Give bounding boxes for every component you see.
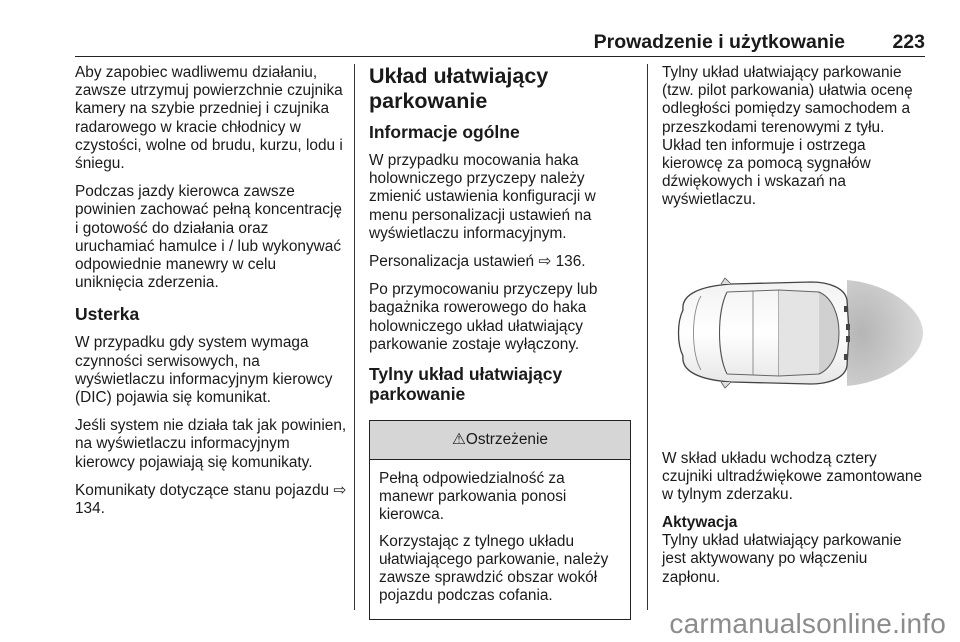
- paragraph: Aby zapobiec wadliwemu działaniu, zawsze utrzymuj powierzchnie czujnika kamery na szybie przedniej i czujnika radarowego w kracie chłodnicy w czystości, wolne od brudu, kurzu, lodu i śniegu.: [75, 64, 343, 173]
- warning-paragraph: Korzystając z tylnego układu ułatwiającego parkowanie, należy zawsze sprawdzić obszar wokół pojazdu podczas cofania.: [379, 532, 609, 605]
- heading-general: Informacje ogólne: [369, 122, 520, 142]
- parking-sensor-illustration: [661, 232, 925, 434]
- chapter-title: Układ ułatwiający parkowanie: [369, 64, 549, 113]
- page-header: [75, 28, 925, 57]
- car-top-view-icon: [661, 232, 925, 434]
- sensor-detection-zone: [847, 280, 923, 386]
- heading-fault: Usterka: [75, 304, 140, 325]
- section-title: Prowadzenie i użytkowanie: [593, 31, 845, 53]
- paragraph: Tylny układ ułatwiający parkowanie jest aktywowany po włączeniu zapłonu.: [662, 532, 902, 586]
- warning-paragraph: Pełną odpowiedzialność za manewr parkowania ponosi kierowca.: [379, 470, 567, 524]
- paragraph: Po przymocowaniu przyczepy lub bagażnika rowerowego do haka holowniczego układ ułatwiający parkowanie zostaje wyłączony.: [369, 281, 598, 353]
- paragraph: W przypadku mocowania haka holowniczego przyczepy należy zmienić ustawienia konfiguracji w menu personalizacji ustawień na wyświetlaczu informacyjnym.: [369, 152, 596, 242]
- paragraph-text: Personalizacja ustawień: [369, 253, 535, 271]
- warning-box: [369, 420, 631, 620]
- paragraph: Podczas jazdy kierowca zawsze powinien zachować pełną koncentrację i gotowość do działania oraz uruchamiać hamulce i / lub wykonywać odpowiednie manewry w celu uniknięcia zderzenia.: [75, 183, 342, 292]
- paragraph: [369, 253, 633, 271]
- paragraph: Jeśli system nie działa tak jak powinien, na wyświetlaczu informacyjnym kierowcy pojawiają się komunikaty.: [75, 417, 347, 471]
- column-left: [75, 64, 347, 528]
- column-divider: [647, 64, 648, 610]
- heading-activation: Aktywacja: [662, 514, 738, 532]
- sensor-icon: [846, 324, 850, 330]
- paragraph: W przypadku gdy system wymaga czynności serwisowych, na wyświetlaczu informacyjnym kierowcy (DIC) pojawia się komunikat.: [75, 334, 333, 407]
- sensor-icon: [844, 306, 848, 312]
- sensor-icon: [844, 354, 848, 360]
- paragraph: [75, 482, 347, 518]
- column-middle: [369, 64, 633, 620]
- paragraph: W skład układu wchodzą cztery czujniki ultradźwiękowe zamontowane w tylnym zderzaku.: [662, 449, 923, 504]
- site-watermark: carmanualsonline.info: [669, 608, 946, 639]
- page-reference-link[interactable]: 134.: [75, 500, 105, 518]
- warning-title: Ostrzeżenie: [465, 430, 548, 448]
- page-reference-arrow-icon: ⇨: [538, 253, 552, 271]
- heading-rear-parking: Tylny układ ułatwiający parkowanie: [369, 364, 563, 405]
- page-reference-arrow-icon: ⇨: [333, 481, 347, 499]
- warning-icon: ⚠: [452, 430, 466, 448]
- column-right: [662, 64, 927, 597]
- page-number: 223: [892, 31, 925, 53]
- column-divider: [354, 64, 355, 610]
- warning-header: [370, 421, 630, 460]
- page-reference-link[interactable]: 136.: [555, 253, 586, 271]
- paragraph: Tylny układ ułatwiający parkowanie (tzw. pilot parkowania) ułatwia ocenę odległości pomiędzy samochodem a przeszkodami terenowymi z tyłu. Układ ten informuje i ostrzega kierowcę za pomocą sygnałów dźwiękowych i wskazań na wyświetlaczu.: [662, 64, 913, 209]
- sensor-icon: [846, 336, 850, 342]
- warning-body: [370, 460, 630, 619]
- paragraph-text: Komunikaty dotyczące stanu pojazdu: [75, 481, 330, 499]
